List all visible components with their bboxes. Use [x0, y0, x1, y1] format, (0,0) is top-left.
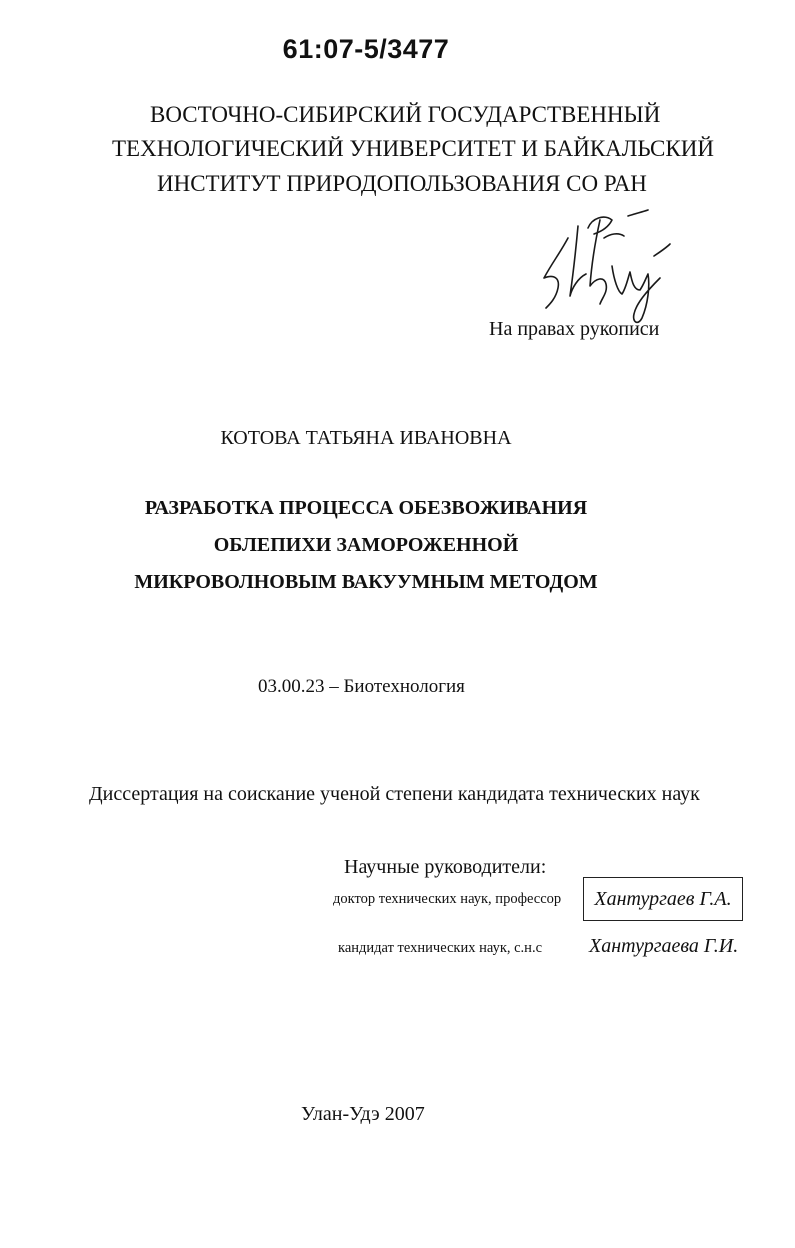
author-name: КОТОВА ТАТЬЯНА ИВАНОВНА — [220, 427, 512, 449]
title-line-2: ОБЛЕПИХИ ЗАМОРОЖЕННОЙ — [213, 534, 519, 556]
place-and-year: Улан-Удэ 2007 — [301, 1103, 425, 1125]
catalog-number: 61:07-5/3477 — [282, 34, 450, 64]
institution-line-1: ВОСТОЧНО-СИБИРСКИЙ ГОСУДАРСТВЕННЫЙ — [150, 102, 661, 127]
supervisors-heading: Научные руководители: — [344, 856, 547, 878]
supervisor-1-name: Хантургаев Г.А. — [594, 887, 732, 910]
supervisor-2-title: кандидат технических наук, с.н.с — [338, 940, 542, 956]
institution-line-2: ТЕХНОЛОГИЧЕСКИЙ УНИВЕРСИТЕТ И БАЙКАЛЬСКИЙ — [112, 136, 714, 161]
supervisor-2-name: Хантургаева Г.И. — [589, 935, 739, 957]
specialty-code: 03.00.23 – Биотехнология — [258, 676, 465, 697]
supervisor-1-name-box — [583, 877, 743, 921]
manuscript-rights-note: На правах рукописи — [489, 318, 660, 340]
title-line-1: РАЗРАБОТКА ПРОЦЕССА ОБЕЗВОЖИВАНИЯ — [144, 497, 588, 519]
supervisor-1-title: доктор технических наук, профессор — [333, 891, 562, 907]
title-line-3: МИКРОВОЛНОВЫМ ВАКУУМНЫМ МЕТОДОМ — [134, 571, 598, 593]
institution-line-3: ИНСТИТУТ ПРИРОДОПОЛЬЗОВАНИЯ СО РАН — [157, 171, 647, 196]
degree-statement: Диссертация на соискание ученой степени кандидата технических наук — [89, 783, 700, 805]
